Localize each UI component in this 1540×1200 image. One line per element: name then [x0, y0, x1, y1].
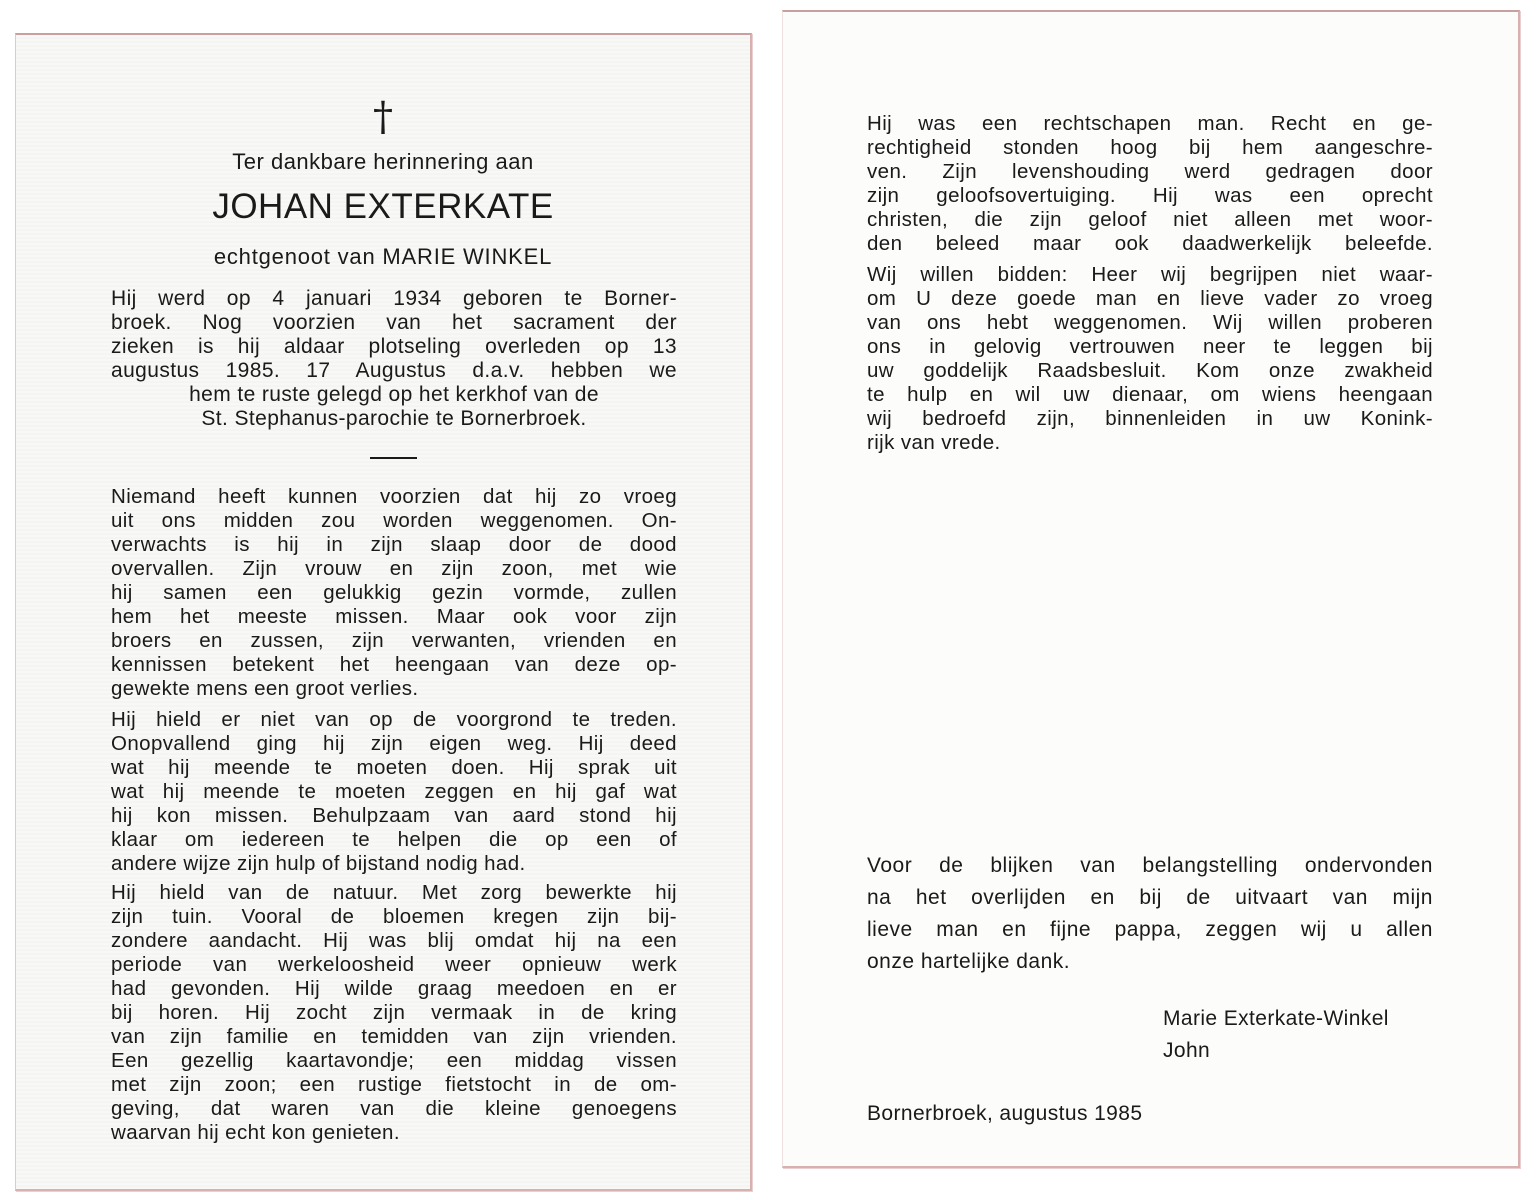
- paragraph-line: Onopvallend ging hij zijn eigen weg. Hij deed: [111, 732, 677, 755]
- paragraph-line: hem het meeste missen. Maar ook voor zijn: [111, 605, 677, 628]
- bio-line: augustus 1985. 17 Augustus d.a.v. hebben we: [111, 359, 677, 382]
- paragraph-line: onze hartelijke dank.: [867, 950, 1071, 973]
- paragraph-line: Hij hield er niet van op de voorgrond te treden.: [111, 708, 677, 731]
- deceased-name: JOHAN EXTERKATE: [212, 187, 554, 226]
- paragraph-line: van zijn familie en temidden van zijn vrienden.: [111, 1025, 677, 1048]
- paragraph-line: Wij willen bidden: Heer wij begrijpen niet waar-: [867, 263, 1433, 286]
- paragraph-line: na het overlijden en bij de uitvaart van mijn: [867, 886, 1433, 909]
- paragraph-line: klaar om iedereen te helpen die op een of: [111, 828, 677, 851]
- memorial-card-front: [15, 33, 752, 1191]
- bio-line: zieken is hij aldaar plotseling overleden op 13: [111, 335, 677, 358]
- paragraph-line: overvallen. Zijn vrouw en zijn zoon, met wie: [111, 557, 677, 580]
- paragraph-line: ons in gelovig vertrouwen neer te leggen bij: [867, 335, 1433, 358]
- signature-name: Marie Exterkate-Winkel: [1163, 1007, 1389, 1030]
- paragraph-line: ven. Zijn levenshouding werd gedragen door: [867, 160, 1433, 183]
- paragraph-line: gewekte mens een groot verlies.: [111, 677, 419, 700]
- paragraph-line: wat hij meende te moeten zeggen en hij gaf wat: [111, 780, 677, 803]
- paragraph-line: lieve man en fijne pappa, zeggen wij u allen: [867, 918, 1433, 941]
- signatures: [1163, 1003, 1389, 1067]
- signature-name: John: [1163, 1039, 1211, 1062]
- paragraph-line: waarvan hij echt kon genieten.: [111, 1121, 400, 1144]
- bio-line: broek. Nog voorzien van het sacrament der: [111, 311, 677, 334]
- paragraph-line: Een gezellig kaartavondje; een middag vissen: [111, 1049, 677, 1072]
- paragraph-line: zondere aandacht. Hij was blij omdat hij na een: [111, 929, 677, 952]
- paragraph-line: wat hij meende te moeten doen. Hij sprak uit: [111, 756, 677, 779]
- intro-text: Ter dankbare herinnering aan: [232, 149, 534, 174]
- paragraph-line: uit ons midden zou worden weggenomen. On-: [111, 509, 677, 532]
- paragraph-line: christen, die zijn geloof niet alleen met woor-: [867, 208, 1433, 231]
- bio-line: St. Stephanus-parochie te Bornerbroek.: [201, 407, 587, 430]
- paragraph-line: Hij was een rechtschapen man. Recht en ge-: [867, 112, 1433, 135]
- paragraph-1: [111, 485, 677, 701]
- paragraph-line: uw goddelijk Raadsbesluit. Kom onze zwakheid: [867, 359, 1433, 382]
- paragraph-line: hij kon missen. Behulpzaam van aard stond hij: [111, 804, 677, 827]
- paragraph-line: Hij hield van de natuur. Met zorg bewerkte hij: [111, 881, 677, 904]
- paragraph-line: met zijn zoon; een rustige fietstocht in de om-: [111, 1073, 677, 1096]
- prayer-paragraph: [867, 263, 1433, 455]
- divider: [370, 457, 417, 459]
- paragraph-line: zijn geloofsovertuiging. Hij was een oprecht: [867, 184, 1433, 207]
- paragraph-line: te hulp en wil uw dienaar, om wiens heengaan: [867, 383, 1433, 406]
- bio-line: Hij werd op 4 januari 1934 geboren te Borner-: [111, 287, 677, 310]
- paragraph-line: zijn tuin. Vooral de bloemen kregen zijn bij-: [111, 905, 677, 928]
- paragraph-line: had gevonden. Hij wilde graag meedoen en er: [111, 977, 677, 1000]
- paragraph-line: hij samen een gelukkig gezin vormde, zullen: [111, 581, 677, 604]
- paragraph-line: bij horen. Hij zocht zijn vermaak in de kring: [111, 1001, 677, 1024]
- paragraph-line: andere wijze zijn hulp of bijstand nodig had.: [111, 852, 526, 875]
- paragraph-line: van ons hebt weggenomen. Wij willen proberen: [867, 311, 1433, 334]
- bio-line: hem te ruste gelegd op het kerkhof van de: [189, 383, 599, 406]
- cross-icon: †: [373, 94, 393, 140]
- biography-block: [111, 287, 677, 431]
- paragraph-line: wij bedroefd zijn, binnenleiden in uw Konink-: [867, 407, 1433, 430]
- spouse-line: echtgenoot van MARIE WINKEL: [213, 244, 553, 269]
- paragraph-line: verwachts is hij in zijn slaap door de dood: [111, 533, 677, 556]
- paragraph-line: rechtigheid stonden hoog bij hem aangeschre-: [867, 136, 1433, 159]
- paragraph-line: Niemand heeft kunnen voorzien dat hij zo vroeg: [111, 485, 677, 508]
- paragraph-line: kennissen betekent het heengaan van deze op-: [111, 653, 677, 676]
- paragraph-line: rijk van vrede.: [867, 431, 1001, 454]
- paragraph-line: broers en zussen, zijn verwanten, vrienden en: [111, 629, 677, 652]
- paragraph-2: [111, 708, 677, 876]
- character-paragraph: [867, 112, 1433, 256]
- paragraph-line: den beleed maar ook daadwerkelijk beleefde.: [867, 232, 1433, 255]
- paragraph-line: Voor de blijken van belangstelling ondervonden: [867, 854, 1433, 877]
- place-date: Bornerbroek, augustus 1985: [867, 1102, 1143, 1125]
- thanks-paragraph: [867, 850, 1433, 978]
- paragraph-line: periode van werkeloosheid weer opnieuw werk: [111, 953, 677, 976]
- paragraph-3: [111, 881, 677, 1145]
- paragraph-line: om U deze goede man en lieve vader zo vroeg: [867, 287, 1433, 310]
- paragraph-line: geving, dat waren van die kleine genoegens: [111, 1097, 677, 1120]
